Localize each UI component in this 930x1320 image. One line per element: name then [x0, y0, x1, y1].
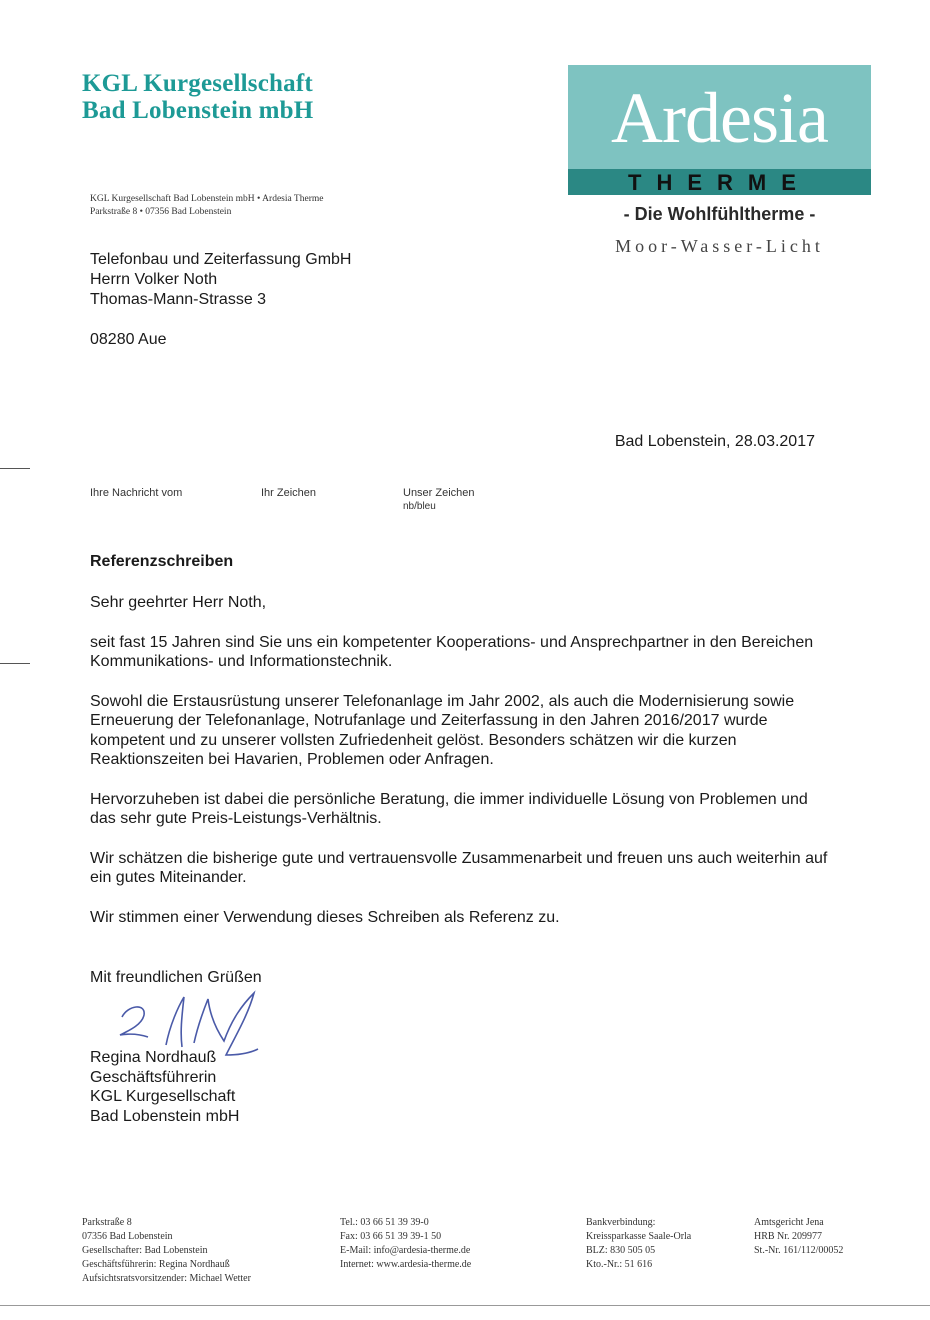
logo-tagline: - Die Wohlfühltherme -	[623, 204, 816, 224]
signer-name: Regina Nordhauß	[90, 1049, 217, 1066]
signer-block	[90, 1048, 239, 1126]
footer-col2-line: Tel.: 03 66 51 39 39-0	[340, 1217, 429, 1228]
our-sign-value: nb/bleu	[403, 501, 436, 512]
footer-col2-line: Internet: www.ardesia-therme.de	[340, 1259, 472, 1270]
footer-col1-line: Parkstraße 8	[82, 1217, 132, 1228]
body-paragraph-4: Wir schätzen die bisherige gute und vertrauensvolle Zusammenarbeit und freuen uns auch weiterhin auf ein gutes Miteinander.	[90, 849, 828, 886]
footer-col3-line: Kto.-Nr.: 51 616	[586, 1259, 653, 1270]
ardesia-logo	[568, 65, 871, 195]
footer-col1-line: Gesellschafter: Bad Lobenstein	[82, 1245, 208, 1256]
footer-registry-column	[754, 1216, 843, 1258]
letter-closing: Mit freundlichen Grüßen	[90, 969, 262, 986]
footer-col1-line: Aufsichtsratsvorsitzender: Michael Wetter	[82, 1273, 251, 1284]
footer-col3-line: Bankverbindung:	[586, 1217, 656, 1228]
recipient-person: Herrn Volker Noth	[90, 271, 218, 288]
fold-mark	[0, 468, 30, 469]
logo-motto: Moor-Wasser-Licht	[615, 236, 824, 256]
signer-company-line2: Bad Lobenstein mbH	[90, 1107, 240, 1125]
footer-contact-column	[340, 1216, 471, 1272]
sender-line2: Parkstraße 8 • 07356 Bad Lobenstein	[90, 207, 232, 217]
footer-col1-line: Geschäftsführerin: Regina Nordhauß	[82, 1259, 230, 1270]
letter-subject: Referenzschreiben	[90, 553, 234, 570]
letter-body	[90, 593, 830, 947]
footer-col1-line: 07356 Bad Lobenstein	[82, 1231, 173, 1242]
company-name-line2: Bad Lobenstein mbH	[82, 97, 314, 124]
your-message-label: Ihre Nachricht vom	[90, 487, 183, 499]
logo-wordmark: Ardesia	[611, 78, 828, 158]
footer-col3-line: BLZ: 830 505 05	[586, 1245, 656, 1256]
recipient-address	[90, 250, 351, 350]
signer-title: Geschäftsführerin	[90, 1068, 217, 1086]
recipient-city: 08280 Aue	[90, 331, 167, 348]
page-bottom-edge	[0, 1305, 930, 1306]
footer-col4-line: HRB Nr. 209977	[754, 1231, 823, 1242]
recipient-company: Telefonbau und Zeiterfassung GmbH	[90, 251, 352, 268]
company-name	[82, 70, 313, 124]
footer-col3-line: Kreissparkasse Saale-Orla	[586, 1231, 692, 1242]
our-sign-label: Unser Zeichen	[403, 487, 475, 499]
letter-date: Bad Lobenstein, 28.03.2017	[614, 433, 815, 450]
logo-subword: THERME	[628, 170, 811, 195]
sender-line1: KGL Kurgesellschaft Bad Lobenstein mbH • Ardesia Therme	[90, 194, 324, 204]
footer-address-column	[82, 1216, 251, 1286]
body-paragraph-3: Hervorzuheben ist dabei die persönliche Beratung, die immer individuelle Lösung von Problemen und das sehr gute Preis-Leistungs-Verhältnis.	[90, 790, 808, 827]
footer-col4-line: Amtsgericht Jena	[754, 1217, 824, 1228]
hole-punch-mark	[0, 663, 30, 664]
recipient-street: Thomas-Mann-Strasse 3	[90, 291, 267, 308]
salutation: Sehr geehrter Herr Noth,	[90, 594, 267, 611]
your-sign-label: Ihr Zeichen	[261, 487, 317, 499]
body-paragraph-2: Sowohl die Erstausrüstung unserer Telefonanlage im Jahr 2002, als auch die Modernisierung sowie Erneuerung der Telefonanlage, Notrufanlage und Zeiterfassung in den Jahren 2016/2017 wurde kompetent und zu unserer vollsten Zufriedenheit gelöst. Besonders schätzen wir die kurzen Reaktionszeiten bei Havarien, Problemen oder Anfragen.	[90, 692, 795, 768]
footer-col2-line: E-Mail: info@ardesia-therme.de	[340, 1245, 471, 1256]
footer-col2-line: Fax: 03 66 51 39 39-1 50	[340, 1231, 442, 1242]
footer-col4-line: St.-Nr. 161/112/00052	[754, 1245, 844, 1256]
body-paragraph-1: seit fast 15 Jahren sind Sie uns ein kompetenter Kooperations- und Ansprechpartner in den Bereichen Kommunikations- und Informationstechnik.	[90, 633, 814, 670]
footer-bank-column	[586, 1216, 691, 1272]
sender-address-line	[90, 193, 323, 219]
signer-company-line1: KGL Kurgesellschaft	[90, 1088, 236, 1105]
body-paragraph-5: Wir stimmen einer Verwendung dieses Schreiben als Referenz zu.	[90, 908, 560, 926]
company-name-line1: KGL Kurgesellschaft	[82, 70, 313, 97]
